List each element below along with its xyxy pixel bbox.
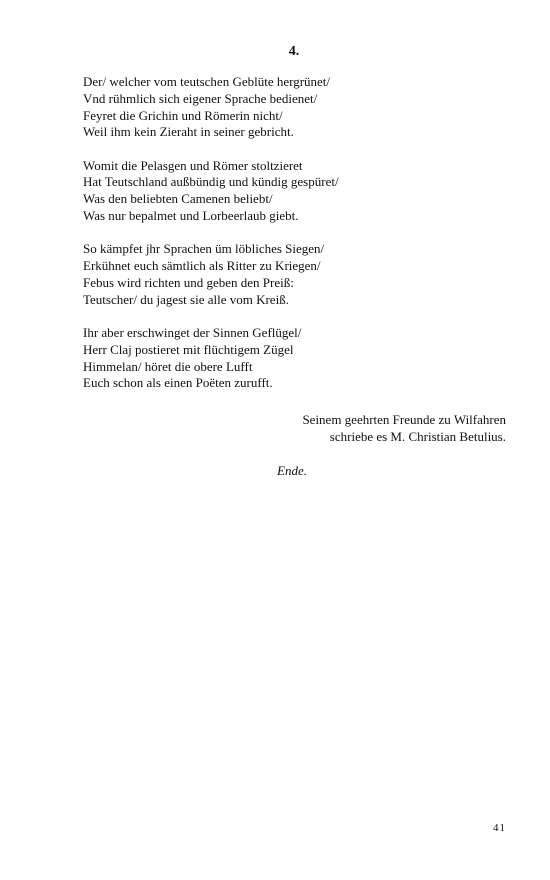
signature-line: Seinem geehrten Freunde zu Wilfahren xyxy=(302,412,506,427)
verse-line: Febus wird richten und geben den Preiß: xyxy=(83,274,294,290)
verse-line: Hat Teutschland außbündig und kündig gespüret/ xyxy=(83,174,339,190)
stanza xyxy=(83,74,523,141)
page-number: 41 xyxy=(493,822,506,834)
verse-line: Ihr aber erschwinget der Sinnen Geflügel/ xyxy=(83,325,302,341)
verse-line: Weil ihm kein Zieraht in seiner gebricht. xyxy=(83,124,294,140)
verse-line: So kämpfet jhr Sprachen üm löbliches Siegen/ xyxy=(83,241,325,257)
verse-line: Himmelan/ höret die obere Lufft xyxy=(83,358,253,374)
verse-line: Vnd rühmlich sich eigener Sprache bedienet/ xyxy=(83,90,318,106)
stanza xyxy=(83,241,523,308)
verse-line: Erkühnet euch sämtlich als Ritter zu Kriegen/ xyxy=(83,258,321,274)
verse-line: Herr Claj postieret mit flüchtigem Zügel xyxy=(83,341,294,357)
verse-line: Was nur bepalmet und Lorbeerlaub giebt. xyxy=(83,208,299,224)
verse-line: Womit die Pelasgen und Römer stoltzieret xyxy=(83,157,303,173)
poem-number-heading: 4. xyxy=(288,44,300,59)
verse-line: Teutscher/ du jagest sie alle vom Kreiß. xyxy=(83,291,289,307)
closing-word: Ende. xyxy=(277,463,307,478)
verse-line: Euch schon als einen Poëten zurufft. xyxy=(83,375,273,391)
verse-line: Was den beliebten Camenen beliebt/ xyxy=(83,191,273,207)
stanza xyxy=(83,325,523,392)
poem-body xyxy=(83,74,523,409)
stanza xyxy=(83,158,523,225)
signature-line: schriebe es M. Christian Betulius. xyxy=(329,429,506,444)
verse-line: Der/ welcher vom teutschen Geblüte hergrünet/ xyxy=(83,74,331,89)
dedication-signature xyxy=(302,411,506,445)
verse-line: Feyret die Grichin und Römerin nicht/ xyxy=(83,107,283,123)
